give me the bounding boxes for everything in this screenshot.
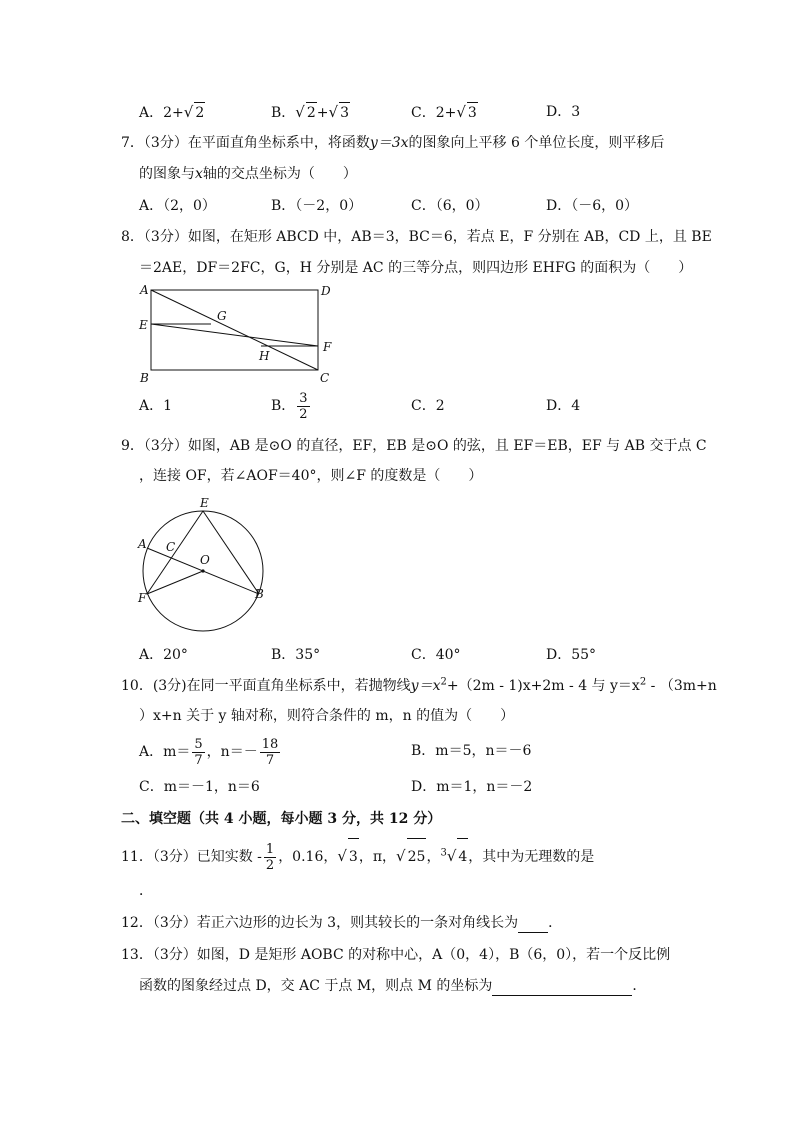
q6-option-a: A．2+√ 2 (139, 103, 205, 121)
sqrt-symbol: √ 2 (295, 103, 316, 121)
sqrt-symbol: √ 3 (328, 103, 349, 121)
fraction: $\frac{3}{2}$ (299, 390, 308, 422)
q10-option-c: C．m＝－1，n＝6 (139, 779, 260, 795)
center-point (201, 569, 204, 572)
fraction: $\frac{1}{2}$ (265, 841, 275, 873)
q8-stem-line2: ＝2AE，DF＝2FC，G，H 分别是 AC 的三等分点，则四边形 EHFG 的面积为（ ） (139, 260, 693, 276)
chord-eb (203, 511, 259, 594)
sqrt-symbol: √ 2 (183, 103, 205, 121)
q8-rectangle-figure (135, 282, 340, 390)
q6-option-d: D．3 (546, 104, 581, 120)
segment-of (147, 571, 203, 594)
answer-blank[interactable] (492, 981, 632, 996)
q8-option-b: B． $\frac{3}{2}$ (271, 390, 308, 422)
sqrt-symbol: √ 25 (396, 838, 426, 875)
label-f: F (323, 340, 332, 354)
q8-option-a: A．1 (139, 398, 173, 414)
q12-stem: 12．（3分）若正六边形的边长为 3，则其较长的一条对角线长为 ． (121, 915, 563, 931)
q6-option-c: C．2+√ 3 (411, 103, 477, 121)
q10-option-b: B．m＝5，n＝－6 (411, 743, 532, 759)
q7-option-b: B．（－2，0） (271, 198, 363, 214)
q8-stem-line1: 8．（3分）如图，在矩形 ABCD 中，AB＝3，BC＝6，若点 E，F 分别在 AB，CD 上，且 BE (121, 229, 712, 245)
label-c: C (320, 371, 330, 385)
segment-ef (151, 324, 318, 346)
sqrt-symbol: √ 3 (337, 838, 358, 875)
diagonal-ac (151, 290, 318, 370)
fraction: $\frac{18}{7}$ (261, 736, 279, 768)
label-d: D (321, 284, 331, 298)
q7-stem-line2: 的图象与x轴的交点坐标为（ ） (139, 166, 357, 182)
q6-option-b: B．√ 2+√ 3 (271, 103, 349, 121)
label-b: B (255, 587, 264, 601)
label-h: H (259, 349, 270, 363)
label-g: G (217, 309, 227, 323)
q9-option-a: A．20° (139, 647, 188, 663)
section-title: 二、填空题（共 4 小题，每小题 3 分，共 12 分） (121, 811, 442, 827)
q8-option-d: D．4 (546, 398, 581, 414)
q7-option-c: C．（6，0） (411, 198, 489, 214)
q13-stem-line2: 函数的图象经过点 D，交 AC 于点 M，则点 M 的坐标为 ． (139, 978, 647, 994)
q9-option-b: B．35° (271, 647, 321, 663)
label-e: E (200, 496, 209, 510)
fraction: $\frac{5}{7}$ (194, 736, 203, 768)
label-f: F (138, 591, 147, 605)
q9-option-c: C．40° (411, 647, 461, 663)
q9-stem-line1: 9．（3分）如图，AB 是⊙O 的直径，EF，EB 是⊙O 的弦，且 EF＝EB，EF 与 AB 交于点 C (121, 438, 707, 454)
q10-option-a: A．m＝ $\frac{5}{7}$ ，n＝－ $\frac{18}{7}$ (139, 736, 279, 768)
q8-option-c: C．2 (411, 398, 445, 414)
q10-option-d: D．m＝1，n＝－2 (411, 779, 533, 795)
q9-circle-figure (135, 490, 275, 640)
label-o: O (200, 553, 210, 567)
q11-stem-line1: 11．（3分）已知实数 - $\frac{1}{2}$ ，0.16，√ 3，π，√ 25，$^3$√ 4，其中为无理数的是 (121, 838, 594, 875)
q11-stem-line2: ． (139, 883, 153, 899)
q7-option-a: A．（2，0） (139, 198, 216, 214)
label-b: B (140, 371, 149, 385)
label-e: E (139, 318, 148, 332)
q10-stem-line1: 10．(3分)在同一平面直角坐标系中，若抛物线$y=x^2+(2m - 1)x+2m - 4$ 与 $y=x^2 - (3m+n$ (121, 676, 717, 694)
label-a: A (140, 283, 149, 297)
answer-blank[interactable] (518, 918, 548, 933)
q13-stem-line1: 13．（3分）如图，D 是矩形 AOBC 的对称中心，A（0，4），B（6，0），若一个反比例 (121, 947, 671, 963)
q7-stem-line1: 7．（3分）在平面直角坐标系中，将函数y＝3x的图象向上平移 6 个单位长度，则平移后 (121, 135, 665, 151)
cube-root-symbol: $^3$√ 4 (440, 838, 468, 875)
label-a: A (138, 537, 147, 551)
q10-stem-line2: ）x+n 关于 y 轴对称，则符合条件的 m，n 的值为（ ） (139, 708, 515, 724)
q7-option-d: D．（－6，0） (546, 198, 639, 214)
q9-stem-line2: ，连接 OF，若∠AOF＝40°，则∠F 的度数是（ ） (139, 468, 483, 484)
label-c: C (166, 540, 176, 554)
q9-option-d: D．55° (546, 647, 597, 663)
sqrt-symbol: √ 3 (456, 103, 477, 121)
